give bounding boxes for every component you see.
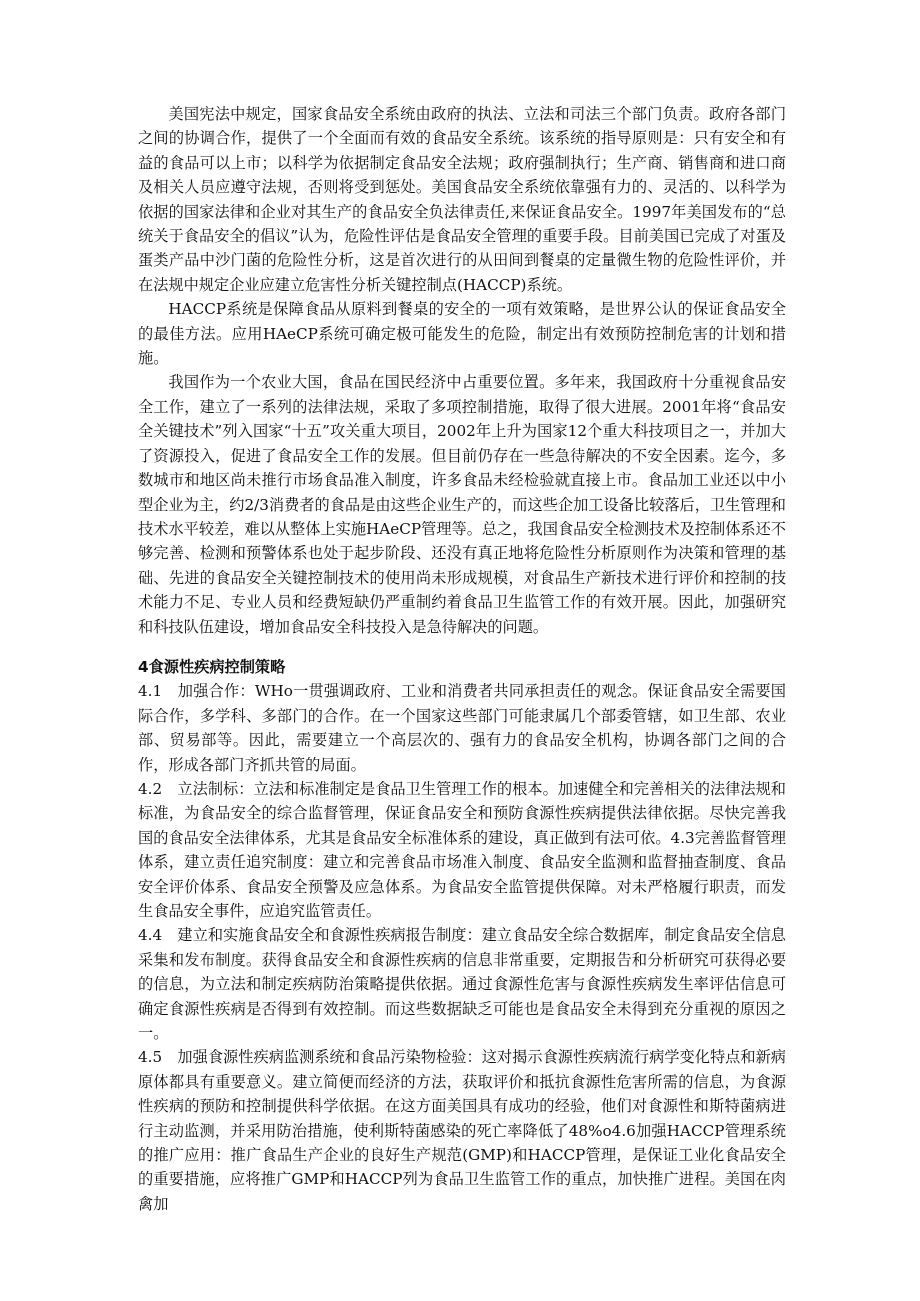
paragraph-us-food-safety-system: 美国宪法中规定，国家食品安全系统由政府的执法、立法和司法三个部门负责。政府各部门之间的协调合作，提供了一个全面而有效的食品安全系统。该系统的指导原则是：只有安全和有益的食品可以上市；以科学为依据制定食品安全法规；政府强制执行；生产商、销售商和进口商及相关人员应遵守法规，否则将受到惩处。美国食品安全系统依靠强有力的、灵活的、以科学为依据的国家法律和企业对其生产的食品安全负法律责任,来保证食品安全。1997年美国发布的“总统关于食品安全的倡议”认为，危险性评估是食品安全管理的重要手段。目前美国已完成了对蛋及蛋类产品中沙门菌的危险性分析，这是首次进行的从田间到餐桌的定量微生物的危险性评价，并在法规中规定企业应建立危害性分析关键控制点(HACCP)系统。 — [138, 105, 786, 294]
paragraph-china-food-safety: 我国作为一个农业大国，食品在国民经济中占重要位置。多年来，我国政府十分重视食品安全工作，建立了一系列的法律法规，采取了多项控制措施，取得了很大进展。2001年将“食品安全关键技术”列入国家“十五”攻关重大项目，2002年上升为国家12个重大科技项目之一，并加大了资源投入，促进了食品安全工作的发展。但目前仍存在一些急待解决的不安全因素。迄今，多数城市和地区尚未推行市场食品准入制度，许多食品未经检验就直接上市。食品加工业还以中小型企业为主，约2/3消费者的食品是由这些企业生产的，而这些企加工设备比较落后，卫生管理和技术水平较差，难以从整体上实施HAeCP管理等。总之，我国食品安全检测技术及控制体系还不够完善、检测和预警体系也处于起步阶段、还没有真正地将危险性分析原则作为决策和管理的基础、先进的食品安全关键控制技术的使用尚未形成规模，对食品生产新技术进行评价和控制的技术能力不足、专业人员和经费短缺仍严重制约着食品卫生监管工作的有效开展。因此，加强研究和科技队伍建设，增加食品安全科技投入是急待解决的问题。 — [138, 373, 786, 636]
item-4-1-cooperation: 4.1 加强合作：WHo一贯强调政府、工业和消费者共同承担责任的观念。保证食品安全需要国际合作，多学科、多部门的合作。在一个国家这些部门可能隶属几个部委管辖，如卫生部、农业部、贸易部等。因此，需要建立一个高层次的、强有力的食品安全机构，协调各部门之间的合作，形成各部门齐抓共管的局面。 — [138, 682, 786, 774]
item-4-4-reporting-system: 4.4 建立和实施食品安全和食源性疾病报告制度：建立食品安全综合数据库，制定食品安全信息采集和发布制度。获得食品安全和食源性疾病的信息非常重要，定期报告和分析研究可获得必要的信息，为立法和制定疾病防治策略提供依据。通过食源性危害与食源性疾病发生率评估信息可确定食源性疾病是否得到有效控制。而这些数据缺乏可能也是食品安全未得到充分重视的原因之一。 — [138, 926, 786, 1043]
paragraph-haccp-system: HACCP系统是保障食品从原料到餐桌的安全的一项有效策略，是世界公认的保证食品安全的最佳方法。应用HAeCP系统可确定极可能发生的危险，制定出有效预防控制危害的计划和措施。 — [138, 300, 786, 368]
section-heading: 4食源性疾病控制策略 — [138, 657, 286, 676]
document-page — [138, 102, 786, 1216]
item-4-2-legislation: 4.2 立法制标：立法和标准制定是食品卫生管理工作的根本。加速健全和完善相关的法律法规和标准，为食品安全的综合监督管理，保证食品安全和预防食源性疾病提供法律依据。尽快完善我国的食品安全法律体系，尤其是食品安全标准体系的建设，真正做到有法可依。4.3完善监督管理体系，建立责任追究制度：建立和完善食品市场准入制度、食品安全监测和监督抽查制度、食品安全评价体系、食品安全预警及应急体系。为食品安全监管提供保障。对未严格履行职责，而发生食品安全事件，应追究监管责任。 — [138, 779, 786, 920]
item-4-5-surveillance: 4.5 加强食源性疾病监测系统和食品污染物检验：这对揭示食源性疾病流行病学变化特点和新病原体都具有重要意义。建立简便而经济的方法，获取评价和抵抗食源性危害所需的信息，为食源性疾病的预防和控制提供科学依据。在这方面美国具有成功的经验，他们对食源性和斯特菌病进行主动监测，并采用防治措施，使利斯特菌感染的死亡率降低了48%o4.6加强HACCP管理系统的推广应用：推广食品生产企业的良好生产规范(GMP)和HACCP管理，是保证工业化食品安全的重要措施，应将推广GMP和HACCP列为食品卫生监管工作的重点，加快推广进程。美国在肉禽加 — [138, 1048, 786, 1213]
